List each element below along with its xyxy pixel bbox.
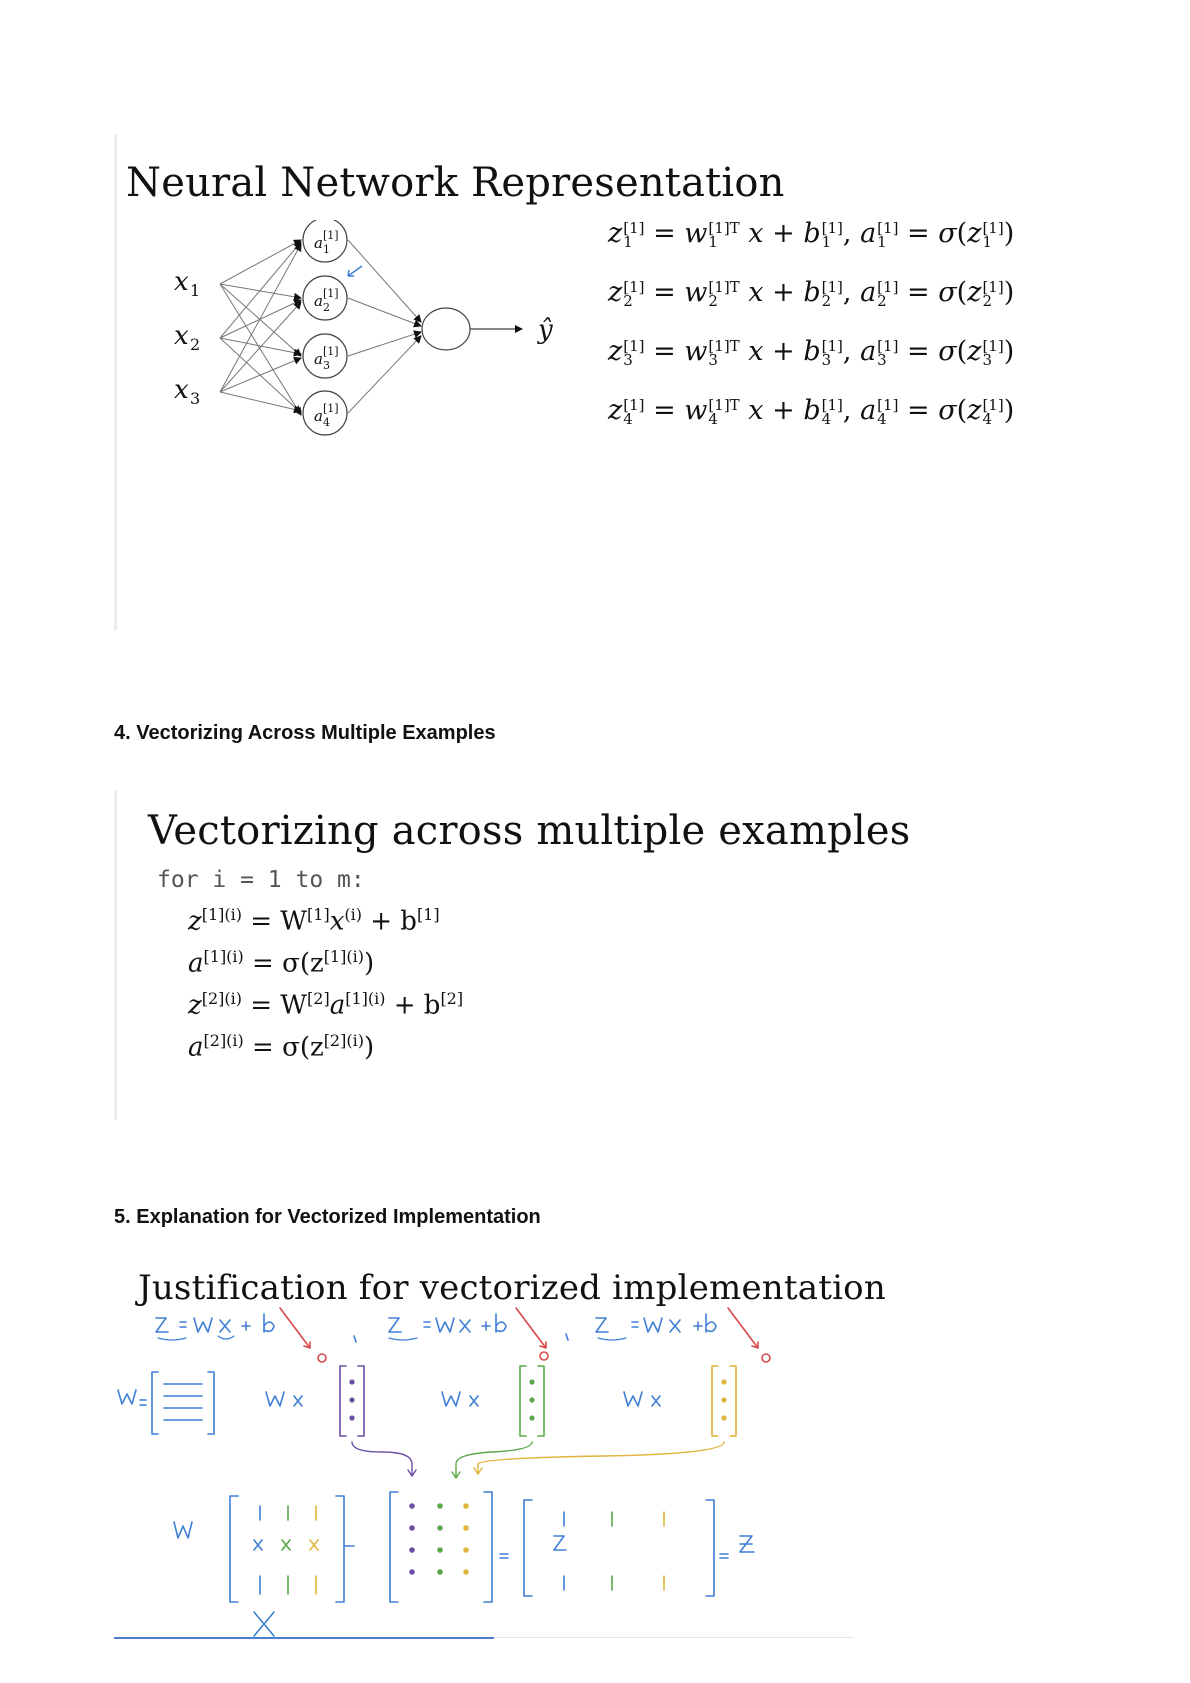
slide-divider (494, 1637, 854, 1638)
column-vector-1 (340, 1366, 364, 1436)
slide-title-justification: Justification for vectorized implementation (138, 1268, 886, 1308)
slide-border-4 (114, 790, 117, 1120)
hidden-label-3-sub: 3 (323, 359, 330, 372)
slide-title-vectorizing: Vectorizing across multiple examples (148, 808, 911, 854)
arrow-purple (352, 1442, 416, 1476)
equation-row-1: z [1] 1 = w [1]T 1 x + b [1] 1 , a [1] 1 = σ(z [1] 1 ) (608, 218, 1015, 251)
handwritten-underline (114, 1637, 494, 1639)
matrix-column-3 (310, 1504, 664, 1594)
arrow-yellow (474, 1442, 724, 1474)
vector-line-1: $z^{[1](i)} = W[1]x^{(i)} + b[1]$ (188, 905, 440, 937)
hidden-label-2-sup: [1] (323, 287, 339, 300)
equation-row-2: z [1] 2 = w [1]T 2 x + b [1] 2 , a [1] 2 = σ(z [1] 2 ) (608, 277, 1015, 310)
output-yhat: ŷ (538, 315, 553, 345)
section-heading-5: 5. Explanation for Vectorized Implementation (114, 1206, 541, 1228)
hidden-label-3-base: a (314, 350, 323, 368)
slide-border-1 (114, 135, 117, 630)
input-x1: x (174, 267, 189, 297)
matrix-column-2 (282, 1504, 612, 1594)
column-vector-2 (520, 1366, 544, 1436)
vector-line-4: $a^{[2](i)} = \sigma(z^{[2](i)})$ (188, 1031, 375, 1063)
hidden-label-1-base: a (314, 234, 323, 252)
neural-network-diagram (150, 220, 570, 450)
input-x3-sub: 3 (190, 389, 201, 408)
output-node (422, 308, 470, 350)
input-x2-sub: 2 (190, 335, 201, 354)
handwritten-equations-row (156, 1314, 716, 1342)
slide-title-nn: Neural Network Representation (126, 160, 785, 206)
hidden-label-4-sup: [1] (323, 402, 339, 415)
hidden-label-4-base: a (314, 407, 323, 425)
matrix-column-1 (410, 1504, 414, 1574)
column-vector-3 (712, 1366, 736, 1436)
hidden-label-3-sup: [1] (323, 345, 339, 358)
hidden-label-1-sub: 1 (323, 243, 330, 256)
for-loop-code: for i = 1 to m: (157, 867, 365, 893)
vector-line-2: $a^{[1](i)} = \sigma(z^{[1](i)})$ (188, 947, 375, 979)
section-heading-4: 4. Vectorizing Across Multiple Examples (114, 722, 496, 744)
input-x1-sub: 1 (190, 281, 201, 300)
matrix-product-row (174, 1492, 754, 1636)
input-x2: x (174, 321, 189, 351)
arrow-green (452, 1442, 532, 1478)
handwritten-notes (114, 1300, 874, 1640)
equation-row-3: z [1] 3 = w [1]T 3 x + b [1] 3 , a [1] 3 = σ(z [1] 3 ) (608, 336, 1015, 369)
equation-row-4: z [1] 4 = w [1]T 4 x + b [1] 4 , a [1] 4 = σ(z [1] 4 ) (608, 395, 1015, 428)
hidden-label-2-base: a (314, 292, 323, 310)
input-x3: x (174, 375, 189, 405)
vector-line-3: $z^{[2](i)} = W[2]a^{[1](i)} + b[2]$ (188, 989, 464, 1021)
hidden-label-2-sub: 2 (323, 301, 330, 314)
crossed-out-bias (280, 1308, 770, 1362)
hidden-label-4-sub: 4 (323, 416, 330, 429)
pen-arrow-2 (348, 266, 362, 276)
hidden-label-1-sup: [1] (323, 229, 339, 242)
weight-matrix (118, 1372, 660, 1434)
